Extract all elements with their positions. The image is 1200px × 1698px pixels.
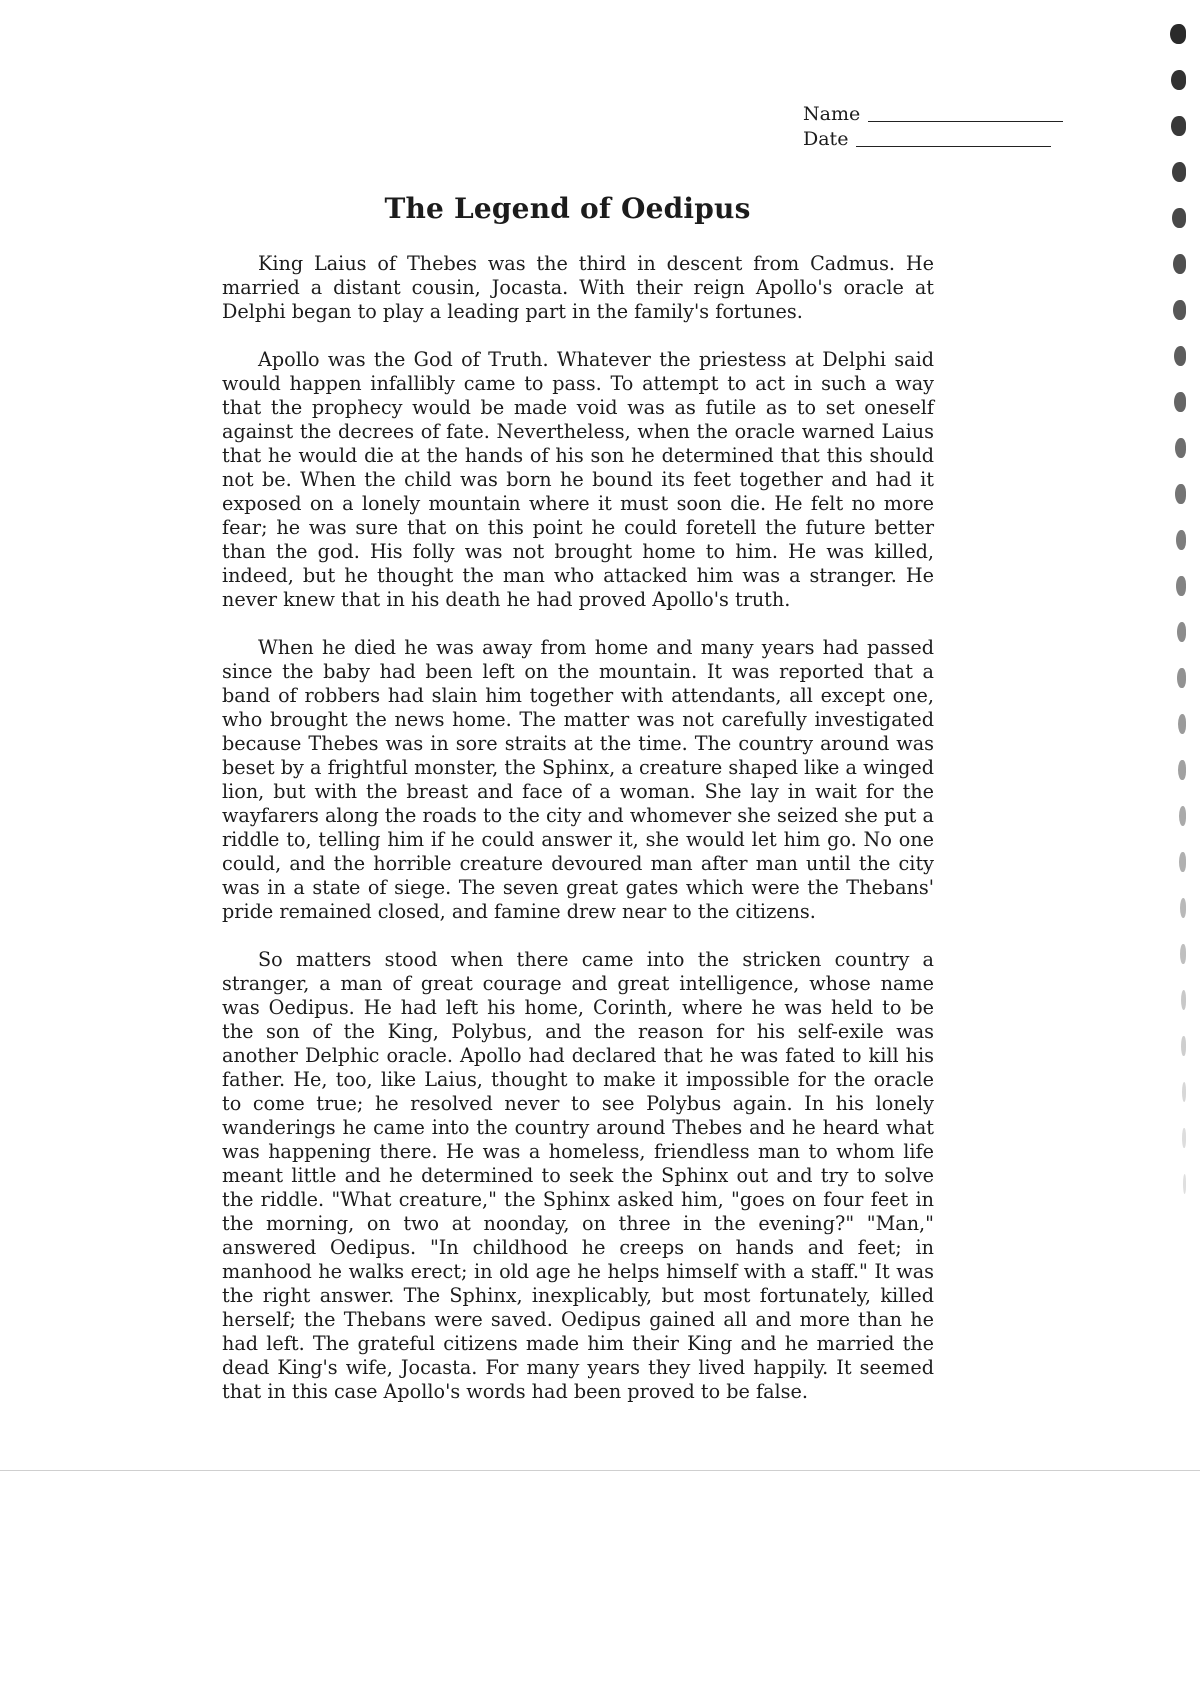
binder-hole-mark [1179,852,1186,872]
binder-hole-mark [1176,530,1187,550]
date-label: Date [803,128,849,150]
paragraph-2: Apollo was the God of Truth. Whatever the priestess at Delphi said would happen infallibly came to pass. To attempt to act in such a way that the prophecy would be made void was as futile as to set oneself against the decrees of fate. Nevertheless, when the oracle warned Laius that he would die at the hands of his son he determined that this should not be. When the child was born he bound its feet together and had it exposed on a lonely mountain where it must soon die. He felt no more fear; he was sure that on this point he could foretell the future better than the god. His folly was not brought home to him. He was killed, indeed, but he thought the man who attacked him was a stranger. He never knew that in his death he had proved Apollo's truth. [222,348,934,611]
name-row [803,102,1063,127]
binder-hole-mark [1183,1174,1187,1194]
paragraph-1: King Laius of Thebes was the third in descent from Cadmus. He married a distant cousin, Jocasta. With their reign Apollo's oracle at Delphi began to play a leading part in the family's fortunes. [222,252,934,323]
paragraph-3: When he died he was away from home and many years had passed since the baby had been left on the mountain. It was reported that a band of robbers had slain him together with attendants, all except one, who brought the news home. The matter was not carefully investigated because Thebes was in sore straits at the time. The country around was beset by a frightful monster, the Sphinx, a creature shaped like a winged lion, but with the breast and face of a woman. She lay in wait for the wayfarers along the roads to the city and whomever she seized she put a riddle to, telling him if he could answer it, she would let him go. No one could, and the horrible creature devoured man after man until the city was in a state of siege. The seven great gates which were the Thebans' pride remained closed, and famine drew near to the citizens. [222,636,934,923]
binder-hole-mark [1173,300,1186,320]
binder-hole-mark [1171,70,1187,90]
binder-hole-mark [1178,714,1187,734]
binder-hole-mark [1177,668,1186,688]
binder-hole-mark [1175,484,1186,504]
binder-hole-mark [1180,898,1187,918]
binder-hole-mark [1182,1082,1187,1102]
document-body [222,252,934,1428]
binder-hole-mark [1177,622,1187,642]
name-blank-line [868,120,1063,122]
binder-hole-mark [1178,760,1186,780]
binder-hole-mark [1174,346,1187,366]
binder-hole-mark [1174,392,1186,412]
binder-hole-mark [1171,116,1186,136]
binder-hole-mark [1170,24,1186,44]
binder-hole-mark [1179,806,1187,826]
binder-hole-mark [1181,990,1187,1010]
paragraph-4: So matters stood when there came into the stricken country a stranger, a man of great courage and great intelligence, whose name was Oedipus. He had left his home, Corinth, where he was held to be the son of the King, Polybus, and the reason for his self-exile was another Delphic oracle. Apollo had declared that he was fated to kill his father. He, too, like Laius, thought to make it impossible for the oracle to come true; he resolved never to see Polybus again. In his lonely wanderings he came into the country around Thebes and he heard what was happening there. He was a homeless, friendless man to whom life meant little and he determined to seek the Sphinx out and try to solve the riddle. "What creature," the Sphinx asked him, "goes on four feet in the morning, on two at noonday, on three in the evening?" "Man," answered Oedipus. "In childhood he creeps on hands and feet; in manhood he walks erect; in old age he helps himself with a staff." It was the right answer. The Sphinx, inexplicably, but most fortunately, killed herself; the Thebans were saved. Oedipus gained all and more than he had left. The grateful citizens made him their King and he married the dead King's wife, Jocasta. For many years they lived happily. It seemed that in this case Apollo's words had been proved to be false. [222,948,934,1403]
binder-hole-mark [1181,1036,1186,1056]
page-title: The Legend of Oedipus [384,192,751,225]
binder-hole-mark [1172,162,1187,182]
scan-edge-line [0,1470,1200,1471]
binder-hole-mark [1180,944,1186,964]
binder-hole-mark [1172,208,1186,228]
date-blank-line [856,145,1051,147]
binder-hole-mark [1176,576,1186,596]
binder-hole-mark [1175,438,1187,458]
binder-hole-mark [1173,254,1187,274]
date-row [803,127,1063,152]
name-date-block [803,102,1063,152]
binder-hole-marks [1160,24,1200,1284]
binder-hole-mark [1182,1128,1186,1148]
name-label: Name [803,103,861,125]
